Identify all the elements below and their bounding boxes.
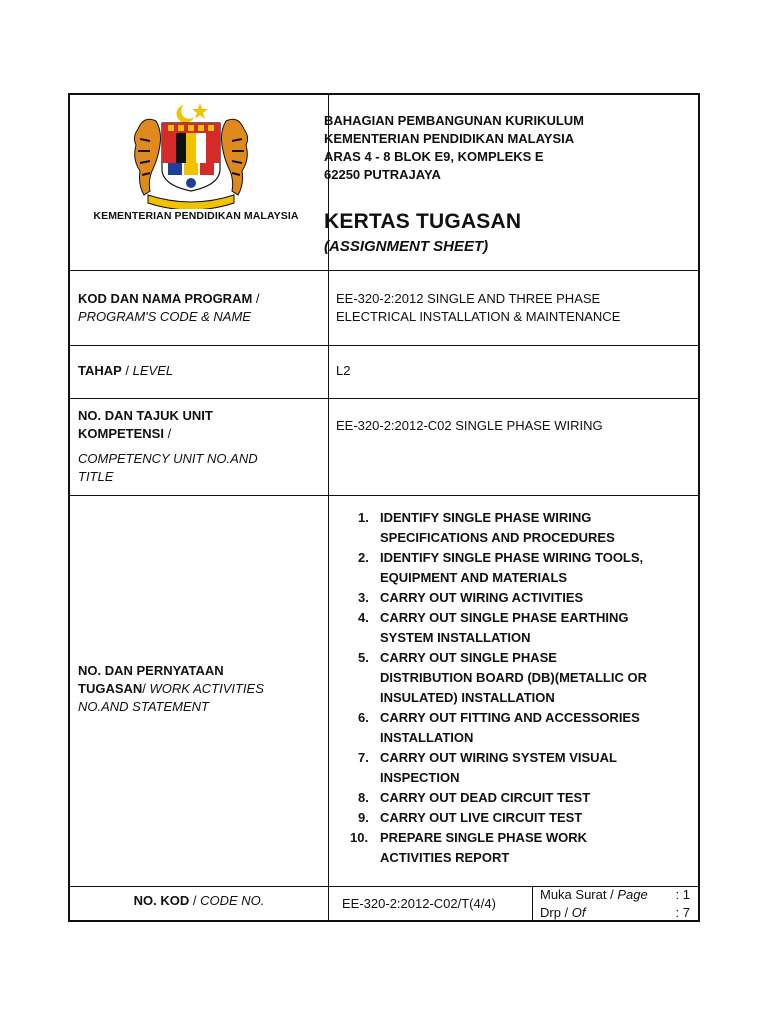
of-label-italic: Of — [571, 905, 586, 920]
work-activity-text: SPECIFICATIONS AND PROCEDURES — [380, 530, 615, 545]
page-total — [540, 904, 690, 922]
work-activity-text: IDENTIFY SINGLE PHASE WIRING TOOLS, — [380, 550, 644, 565]
work-activity-item — [336, 829, 700, 867]
column-divider — [328, 495, 329, 886]
work-activity-text: CARRY OUT FITTING AND ACCESSORIES — [380, 710, 640, 725]
competency-row — [70, 398, 698, 496]
column-divider — [328, 886, 329, 920]
work-activity-item — [336, 609, 700, 647]
program-label — [78, 290, 260, 326]
address-line: 62250 PUTRAJAYA — [324, 167, 441, 182]
code-row — [70, 886, 698, 920]
work-activity-text: INSPECTION — [380, 770, 460, 785]
work-activity-number: 2. — [358, 550, 369, 565]
work-activity-item — [336, 509, 700, 547]
work-activity-item — [336, 589, 700, 607]
document-subtitle: (ASSIGNMENT SHEET) — [324, 238, 489, 255]
work-activity-text: CARRY OUT LIVE CIRCUIT TEST — [380, 810, 583, 825]
work-activity-text: PREPARE SINGLE PHASE WORK — [380, 830, 588, 845]
work-activity-item — [336, 789, 700, 807]
ministry-address — [324, 112, 584, 184]
program-value-line: ELECTRICAL INSTALLATION & MAINTENANCE — [336, 309, 621, 324]
code-label-sep: / — [189, 893, 201, 908]
program-label-sep: / — [252, 291, 260, 306]
work-activity-text: INSULATED) INSTALLATION — [380, 690, 555, 705]
page-label-italic: Page — [617, 887, 648, 902]
work-label-italic: NO.AND STATEMENT — [78, 699, 209, 714]
level-label-bold: TAHAP — [78, 363, 122, 378]
level-label — [78, 362, 173, 380]
work-activity-text: EQUIPMENT AND MATERIALS — [380, 570, 568, 585]
page-label: Muka Surat / — [540, 887, 618, 902]
page-divider — [532, 886, 533, 920]
work-activity-text: CARRY OUT SINGLE PHASE — [380, 650, 557, 665]
work-activity-number: 8. — [358, 790, 369, 805]
work-activity-text: CARRY OUT DEAD CIRCUIT TEST — [380, 790, 591, 805]
address-line: KEMENTERIAN PENDIDIKAN MALAYSIA — [324, 131, 575, 146]
address-line: BAHAGIAN PEMBANGUNAN KURIKULUM — [324, 113, 584, 128]
work-activity-text: INSTALLATION — [380, 730, 474, 745]
program-label-bold: KOD DAN NAMA PROGRAM — [78, 291, 253, 306]
competency-label-bold: KOMPETENSI — [78, 426, 164, 441]
work-activity-number: 3. — [358, 590, 369, 605]
coat-of-arms-icon — [132, 99, 250, 209]
work-activity-number: 5. — [358, 650, 369, 665]
code-label-italic: CODE NO. — [200, 893, 265, 908]
column-divider — [328, 270, 329, 345]
program-value — [336, 290, 620, 326]
work-activities-row — [70, 495, 698, 887]
work-activity-number: 6. — [358, 710, 369, 725]
page-number — [540, 886, 690, 904]
code-label-bold: NO. KOD — [133, 893, 190, 908]
level-label-sep: / — [121, 363, 133, 378]
work-activity-number: 7. — [358, 750, 369, 765]
code-value: EE-320-2:2012-C02/T(4/4) — [342, 896, 496, 911]
program-label-italic: PROGRAM'S CODE & NAME — [78, 309, 251, 324]
of-label: Drp / — [540, 905, 572, 920]
work-activity-item — [336, 709, 700, 747]
competency-label-sep: / — [163, 426, 172, 441]
ministry-name: KEMENTERIAN PENDIDIKAN MALAYSIA — [93, 210, 299, 222]
work-activity-text: DISTRIBUTION BOARD (DB)(METALLIC OR — [380, 670, 647, 685]
competency-label-italic: TITLE — [78, 469, 114, 484]
document-title: KERTAS TUGASAN — [324, 210, 522, 233]
assignment-sheet — [68, 93, 700, 922]
work-activity-number: 9. — [358, 810, 369, 825]
page-value: : 1 — [675, 887, 690, 902]
level-value: L2 — [336, 363, 351, 378]
program-row — [70, 270, 698, 346]
work-activity-item — [336, 809, 700, 827]
work-activity-number: 1. — [358, 510, 369, 525]
program-value-line: EE-320-2:2012 SINGLE AND THREE PHASE — [336, 291, 601, 306]
level-label-italic: LEVEL — [132, 363, 174, 378]
level-row — [70, 345, 698, 399]
work-activity-item — [336, 749, 700, 787]
work-activity-text: CARRY OUT WIRING ACTIVITIES — [380, 590, 584, 605]
work-activity-number: 10. — [350, 830, 369, 845]
work-activity-text: ACTIVITIES REPORT — [380, 850, 510, 865]
work-activity-item — [336, 649, 700, 707]
work-label-bold: NO. DAN PERNYATAAN — [78, 663, 224, 678]
address-line: ARAS 4 - 8 BLOK E9, KOMPLEKS E — [324, 149, 544, 164]
page-info — [540, 886, 690, 922]
work-label-sep: / — [142, 681, 150, 696]
competency-label-bold: NO. DAN TAJUK UNIT — [78, 408, 213, 423]
work-label-italic: WORK ACTIVITIES — [149, 681, 264, 696]
work-activity-text: CARRY OUT WIRING SYSTEM VISUAL — [380, 750, 617, 765]
competency-value: EE-320-2:2012-C02 SINGLE PHASE WIRING — [336, 418, 603, 433]
competency-label-italic: COMPETENCY UNIT NO.AND — [78, 451, 258, 466]
work-activities-list — [336, 509, 700, 869]
work-label-bold: TUGASAN — [78, 681, 143, 696]
work-activity-text: IDENTIFY SINGLE PHASE WIRING — [380, 510, 592, 525]
of-value: : 7 — [675, 905, 690, 920]
code-label — [70, 893, 328, 908]
work-activity-item — [336, 549, 700, 587]
competency-label — [78, 407, 258, 486]
column-divider — [328, 345, 329, 398]
header-row — [70, 95, 698, 271]
work-activity-text: SYSTEM INSTALLATION — [380, 630, 531, 645]
work-activity-text: CARRY OUT SINGLE PHASE EARTHING — [380, 610, 629, 625]
column-divider — [328, 398, 329, 495]
work-activities-label — [78, 662, 264, 716]
work-activity-number: 4. — [358, 610, 369, 625]
